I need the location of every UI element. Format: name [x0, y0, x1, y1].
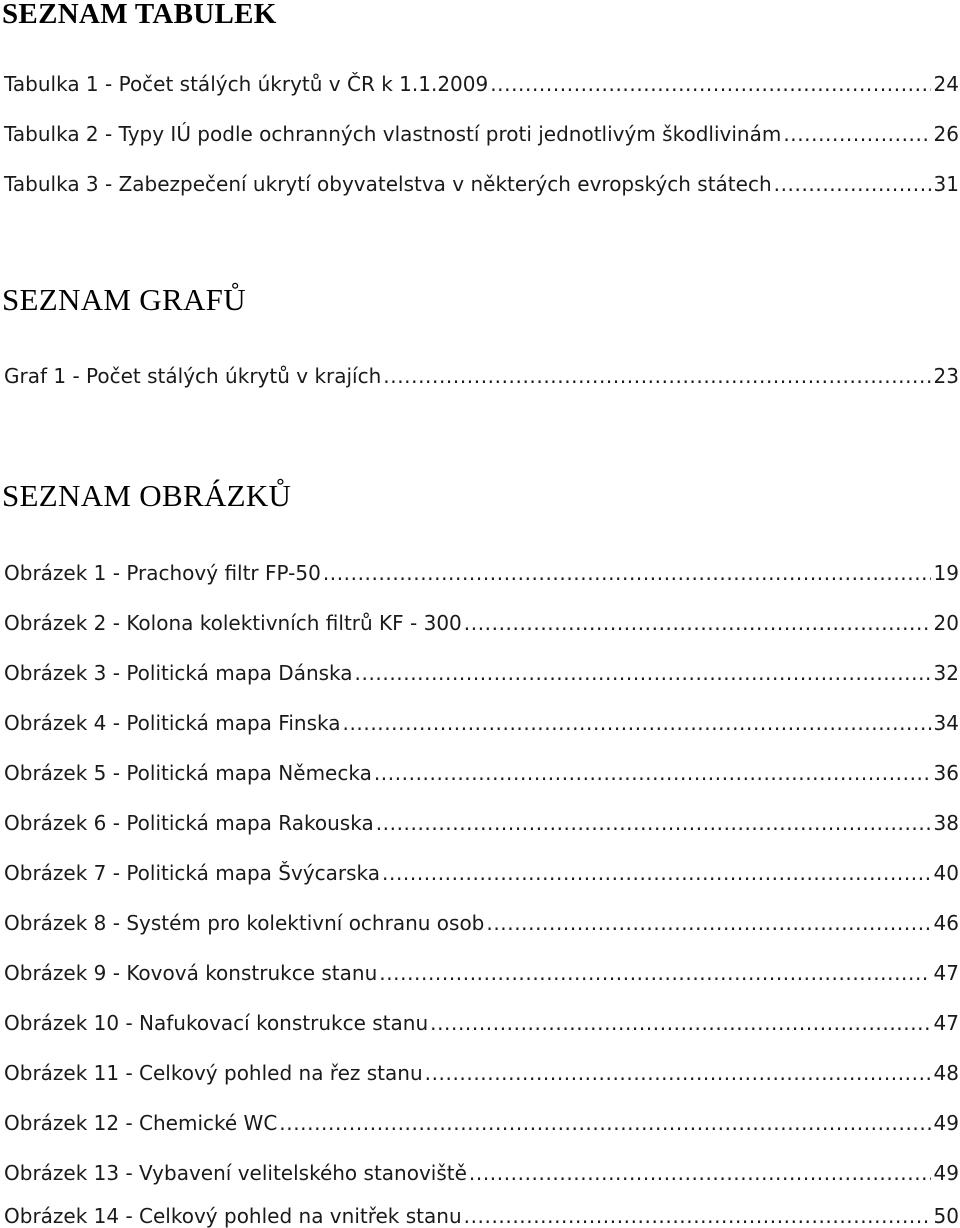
toc-entry-page-number: 40: [933, 861, 959, 885]
dot-leader: [774, 172, 931, 196]
toc-entry-title: Obrázek 1 - Prachový filtr FP-50: [4, 561, 321, 585]
toc-entry-page-number: 34: [933, 711, 959, 735]
toc-entry-figure-8[interactable]: [4, 903, 959, 935]
toc-entry-page-number: 32: [933, 661, 959, 685]
toc-entry-title: Obrázek 14 - Celkový pohled na vnitřek stanu: [4, 1204, 462, 1228]
toc-entry-page-number: 38: [933, 811, 959, 835]
dot-leader: [464, 611, 931, 635]
toc-entry-table-3[interactable]: [4, 164, 959, 196]
dot-leader: [376, 811, 931, 835]
toc-entry-page-number: 24: [933, 72, 959, 96]
toc-entry-figure-13[interactable]: [4, 1153, 959, 1185]
dot-leader: [486, 911, 930, 935]
toc-entry-title: Obrázek 12 - Chemické WC: [4, 1111, 278, 1135]
toc-entry-page-number: 46: [933, 911, 959, 935]
toc-entry-figure-4[interactable]: [4, 703, 959, 735]
toc-entry-page-number: 31: [933, 172, 959, 196]
dot-leader: [490, 72, 930, 96]
graphs-heading: SEZNAM GRAFŮ: [2, 282, 246, 317]
toc-entry-page-number: 49: [933, 1111, 959, 1135]
toc-entry-page-number: 36: [933, 761, 959, 785]
dot-leader: [279, 1111, 930, 1135]
dot-leader: [374, 761, 931, 785]
toc-entry-figure-7[interactable]: [4, 853, 959, 885]
toc-entry-title: Obrázek 3 - Politická mapa Dánska: [4, 661, 353, 685]
dot-leader: [383, 364, 930, 388]
toc-entry-page-number: 48: [933, 1061, 959, 1085]
tables-heading: SEZNAM TABULEK: [2, 0, 277, 30]
toc-entry-title: Obrázek 13 - Vybavení velitelského stanoviště: [4, 1161, 467, 1185]
toc-entry-table-1[interactable]: [4, 64, 959, 96]
toc-entry-title: Obrázek 2 - Kolona kolektivních filtrů KF - 300: [4, 611, 462, 635]
toc-entry-page-number: 47: [933, 961, 959, 985]
toc-entry-title: Tabulka 3 - Zabezpečení ukrytí obyvatelstva v některých evropských státech: [4, 172, 772, 196]
dot-leader: [430, 1011, 930, 1035]
toc-entry-title: Obrázek 5 - Politická mapa Německa: [4, 761, 372, 785]
dot-leader: [342, 711, 930, 735]
toc-entry-page-number: 26: [933, 122, 959, 146]
toc-entry-figure-11[interactable]: [4, 1053, 959, 1085]
toc-entry-title: Tabulka 1 - Počet stálých úkrytů v ČR k 1.1.2009: [4, 72, 489, 96]
dot-leader: [379, 961, 930, 985]
toc-entry-figure-3[interactable]: [4, 653, 959, 685]
toc-entry-page-number: 23: [933, 364, 959, 388]
toc-entry-figure-10[interactable]: [4, 1003, 959, 1035]
toc-entry-table-2[interactable]: [4, 114, 959, 146]
toc-entry-title: Tabulka 2 - Typy IÚ podle ochranných vlastností proti jednotlivým škodlivinám: [4, 122, 782, 146]
toc-entry-title: Obrázek 10 - Nafukovací konstrukce stanu: [4, 1011, 429, 1035]
dot-leader: [323, 561, 931, 585]
dot-leader: [783, 122, 930, 146]
dot-leader: [355, 661, 931, 685]
toc-entry-page-number: 20: [933, 611, 959, 635]
toc-entry-title: Obrázek 11 - Celkový pohled na řez stanu: [4, 1061, 423, 1085]
dot-leader: [464, 1204, 931, 1228]
toc-entry-figure-1[interactable]: [4, 553, 959, 585]
toc-entry-page-number: 49: [933, 1161, 959, 1185]
toc-entry-title: Obrázek 9 - Kovová konstrukce stanu: [4, 961, 378, 985]
toc-entry-title: Obrázek 6 - Politická mapa Rakouska: [4, 811, 374, 835]
toc-entry-figure-5[interactable]: [4, 753, 959, 785]
toc-entry-figure-12[interactable]: [4, 1103, 959, 1135]
toc-entry-figure-6[interactable]: [4, 803, 959, 835]
toc-entry-figure-2[interactable]: [4, 603, 959, 635]
toc-entry-title: Obrázek 4 - Politická mapa Finska: [4, 711, 341, 735]
toc-entry-figure-9[interactable]: [4, 953, 959, 985]
dot-leader: [382, 861, 931, 885]
toc-entry-page-number: 47: [933, 1011, 959, 1035]
toc-entry-title: Obrázek 8 - Systém pro kolektivní ochranu osob: [4, 911, 485, 935]
toc-entry-page-number: 19: [933, 561, 959, 585]
toc-entry-page-number: 50: [933, 1204, 959, 1228]
toc-entry-figure-14[interactable]: [4, 1196, 959, 1228]
toc-entry-title: Obrázek 7 - Politická mapa Švýcarska: [4, 861, 381, 885]
dot-leader: [425, 1061, 931, 1085]
toc-entry-graph-1[interactable]: [4, 356, 959, 388]
dot-leader: [469, 1161, 931, 1185]
toc-entry-title: Graf 1 - Počet stálých úkrytů v krajích: [4, 364, 382, 388]
figures-heading: SEZNAM OBRÁZKŮ: [2, 478, 292, 513]
